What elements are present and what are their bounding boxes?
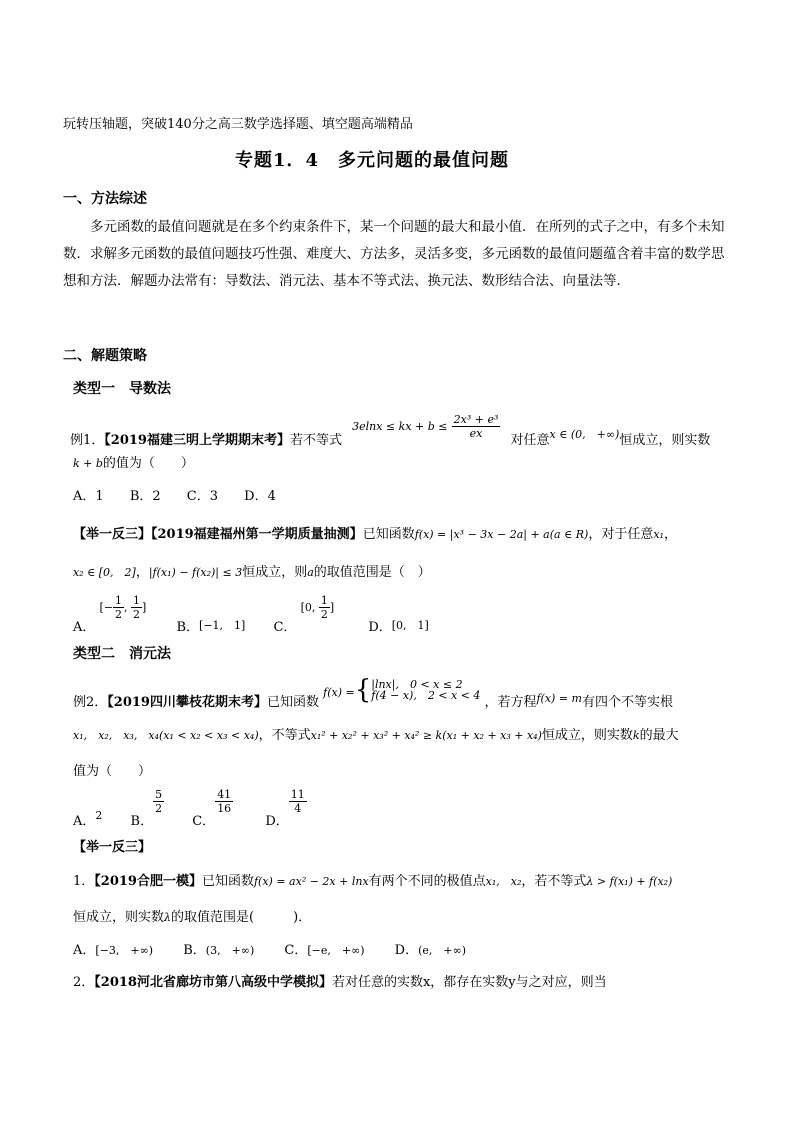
fan1-option-b-label[interactable]: B． bbox=[176, 619, 200, 635]
fan2-q1-options bbox=[73, 939, 466, 958]
fan1-text-4: ， bbox=[135, 565, 149, 580]
fan1-opt-a-num2: 1 bbox=[133, 594, 141, 607]
fan2-q1-line-1 bbox=[73, 870, 672, 889]
fan1-option-b-value[interactable]: [−1, 1] bbox=[199, 618, 246, 632]
ex2-text-2: ，若方程 bbox=[484, 694, 537, 710]
fan1-option-d-value[interactable]: [0, 1] bbox=[391, 618, 429, 632]
ex2-case-2: f(4 − x), 2 < x < 4 bbox=[371, 689, 481, 702]
fan1-opt-a-den2: 2 bbox=[133, 608, 141, 621]
fan1-text-1: 已知函数 bbox=[362, 527, 415, 542]
fan2-q1-function: f(x) = ax² − 2x + lnx bbox=[253, 875, 369, 888]
ex2-option-a-label[interactable]: A． bbox=[73, 814, 96, 829]
fan2-q1-inequality: λ > f(x₁) + f(x₂) bbox=[586, 875, 673, 888]
fan1-opt-a-den1: 2 bbox=[115, 608, 123, 621]
fan1-text-2: ，对于任意 bbox=[588, 527, 654, 542]
ex1-fraction bbox=[452, 413, 501, 440]
ex1-expr: k + b bbox=[73, 457, 103, 470]
ex1-text-4: 的值为（ ） bbox=[102, 456, 194, 471]
page-header: 玩转压轴题，突破140分之高三数学选择题、填空题高端精品 bbox=[63, 117, 413, 132]
fan1-line-1 bbox=[73, 523, 677, 542]
type2-heading: 类型二 消元法 bbox=[73, 646, 171, 662]
fan1-text-3: ， bbox=[663, 527, 677, 542]
fan2-q1-option-d-value[interactable]: (e, +∞) bbox=[418, 944, 467, 957]
fan2-q1-label: 1． bbox=[73, 874, 95, 889]
fan1-option-a-label[interactable]: A． bbox=[73, 619, 96, 635]
fan1-a: a bbox=[307, 566, 314, 579]
ex2-brace: { bbox=[354, 675, 372, 705]
ex2-line-3: 值为（ ） bbox=[73, 764, 152, 779]
ex2-line-2 bbox=[73, 724, 679, 743]
fan2-q1-option-c-value[interactable]: [−e, +∞) bbox=[307, 944, 365, 957]
ex1-source: 【2019福建三明上学期期末考】 bbox=[104, 433, 290, 448]
fan1-x1: x₁ bbox=[653, 528, 664, 541]
ex2-cases bbox=[371, 679, 480, 701]
fan1-opt-a-num1: 1 bbox=[115, 594, 123, 607]
ex2-opt-c-num: 41 bbox=[217, 788, 232, 801]
ex1-option-c[interactable]: C．3 bbox=[186, 489, 218, 504]
ex2-source: 【2019四川攀枝花期末考】 bbox=[107, 694, 267, 710]
ex2-opt-b-den: 2 bbox=[155, 802, 163, 815]
fan1-opt-c-den: 2 bbox=[320, 608, 328, 621]
ex2-text-1: 已知函数 bbox=[266, 694, 319, 710]
fan2-q1-option-a-value[interactable]: [−3, +∞) bbox=[95, 944, 154, 957]
fan1-option-d-label[interactable]: D． bbox=[368, 619, 392, 635]
ex1-option-b[interactable]: B．2 bbox=[129, 489, 161, 504]
ex2-opt-d-den: 4 bbox=[294, 802, 302, 815]
ex2-option-b-label[interactable]: B． bbox=[130, 814, 154, 829]
ex2-text-4: ，不等式 bbox=[258, 728, 311, 743]
fan2-q1-lambda: λ bbox=[164, 911, 171, 924]
ex1-text: 若不等式 bbox=[289, 433, 342, 448]
section-heading-method: 一、方法综述 bbox=[63, 191, 147, 207]
ex2-k: k bbox=[632, 729, 640, 742]
ex2-option-a-value[interactable]: 2 bbox=[95, 809, 103, 822]
fan2-q2-source: 【2018河北省廊坊市第八高级中学模拟】 bbox=[94, 975, 332, 990]
ex2-option-c-value[interactable] bbox=[215, 788, 233, 815]
ex2-inequality: x₁² + x₂² + x₃² + x₄² ≥ k(x₁ + x₂ + x₃ + x₄) bbox=[310, 729, 542, 742]
ex2-opt-d-num: 11 bbox=[290, 788, 305, 801]
ex1-domain: x ∈ (0, +∞) bbox=[549, 428, 620, 441]
ex1-text-2: 对任意 bbox=[510, 433, 550, 448]
fan1-option-c-label[interactable]: C． bbox=[273, 619, 297, 635]
ex2-case-1: |lnx|, 0 < x ≤ 2 bbox=[371, 678, 463, 691]
fan1-opt-c-num: 1 bbox=[320, 594, 328, 607]
fan1-option-a-value[interactable]: [− $\frac{1}{2}$ , $\frac{1}{2}$ ] bbox=[99, 594, 147, 621]
ex1-option-a[interactable]: A．1 bbox=[73, 489, 104, 504]
ex2-options bbox=[73, 784, 307, 829]
ex1-text-3: 恒成立，则实数 bbox=[619, 433, 711, 448]
ex1-option-d[interactable]: D．4 bbox=[244, 489, 276, 504]
fan1-line-2 bbox=[73, 561, 431, 580]
fan1-function: f(x) = |x³ − 3x − 2a| + a(a ∈ R) bbox=[414, 528, 589, 541]
ex2-text-5: 恒成立，则实数 bbox=[541, 728, 633, 743]
fan1-text-5: 恒成立，则 bbox=[242, 565, 308, 580]
ex2-opt-c-den: 16 bbox=[217, 802, 232, 815]
fan2-q2-text: 若对任意的实数x，都存在实数y与之对应，则当 bbox=[331, 975, 607, 990]
ex2-roots: x₁, x₂, x₃, x₄(x₁ < x₂ < x₃ < x₄) bbox=[73, 729, 259, 742]
fan2-q1-text-1: 已知函数 bbox=[201, 874, 254, 889]
fan2-q1-text-3: ，若不等式 bbox=[521, 874, 587, 889]
ex2-text-3: 有四个不等实根 bbox=[581, 694, 673, 710]
fan2-q1-option-a-label[interactable]: A． bbox=[73, 943, 96, 958]
ex2-opt-b-num: 5 bbox=[155, 788, 163, 801]
fan2-q2 bbox=[73, 971, 607, 990]
fan1-source: 【举一反三】【2019福建福州第一学期质量抽测】 bbox=[73, 527, 363, 542]
fan2-q1-option-b-value[interactable]: (3, +∞) bbox=[205, 944, 255, 957]
fan2-q1-text-2: 有两个不同的极值点 bbox=[368, 874, 486, 889]
ex1-line-2 bbox=[73, 452, 194, 471]
ex2-label: 例2． bbox=[73, 694, 108, 710]
fan1-text-6: 的取值范围是（ ） bbox=[313, 565, 431, 580]
ex1-options bbox=[73, 485, 276, 504]
fan1-options bbox=[73, 594, 429, 635]
ex2-option-d-label[interactable]: D． bbox=[265, 814, 289, 829]
fan2-q1-text-5: 的取值范围是( )． bbox=[171, 910, 312, 925]
fan2-q1-option-d-label[interactable]: D． bbox=[394, 943, 419, 958]
ex2-line-1 bbox=[73, 671, 673, 710]
fan2-q1-source: 【2019合肥一模】 bbox=[94, 874, 202, 889]
ex2-equation: f(x) = m bbox=[536, 691, 582, 705]
ex1-label: 例1． bbox=[70, 433, 105, 448]
ex2-option-d-value[interactable] bbox=[289, 788, 307, 815]
fan2-heading: 【举一反三】 bbox=[73, 840, 152, 855]
method-paragraph: 多元函数的最值问题就是在多个约束条件下，某一个问题的最大和最小值．在所列的式子之中，有多个未知数．求解多元函数的最值问题技巧性强、难度大、方法多，灵活多变，多元函数的最值问题蕴含着丰富的数学思想和方法．解题办法常有：导数法、消元法、基本不等式法、换元法、数形结合法、向量法等． bbox=[63, 219, 725, 289]
fan2-q1-text-4: 恒成立，则实数 bbox=[73, 910, 165, 925]
fan2-q1-points: x₁, x₂ bbox=[485, 875, 522, 888]
ex2-option-b-value[interactable] bbox=[153, 788, 164, 815]
fan2-q1-option-b-label[interactable]: B． bbox=[183, 943, 206, 958]
fan2-q2-label: 2． bbox=[73, 975, 95, 990]
fan1-cond-1: x₂ ∈ [0, 2] bbox=[73, 566, 136, 579]
ex1-inequality: 3elnx ≤ kx + b ≤ bbox=[352, 420, 448, 433]
fan2-q1-line-2 bbox=[73, 906, 311, 925]
fan2-q1-option-c-label[interactable]: C． bbox=[284, 943, 308, 958]
fan1-option-c-value[interactable]: [0, $\frac{1}{2}$ ] bbox=[300, 594, 335, 621]
ex1-frac-den: ex bbox=[469, 427, 483, 440]
ex1-frac-num: 2x³ + e³ bbox=[453, 413, 499, 426]
ex2-function-lhs: f(x) = bbox=[323, 685, 355, 699]
fan1-cond-2: |f(x₁) − f(x₂)| ≤ 3 bbox=[148, 566, 243, 579]
type1-heading: 类型一 导数法 bbox=[73, 381, 171, 397]
ex2-text-6: 的最大 bbox=[639, 728, 679, 743]
page-title: 专题1．4 多元问题的最值问题 bbox=[235, 150, 510, 171]
ex2-option-c-label[interactable]: C． bbox=[192, 814, 216, 829]
section-heading-strategy: 二、解题策略 bbox=[63, 348, 147, 364]
